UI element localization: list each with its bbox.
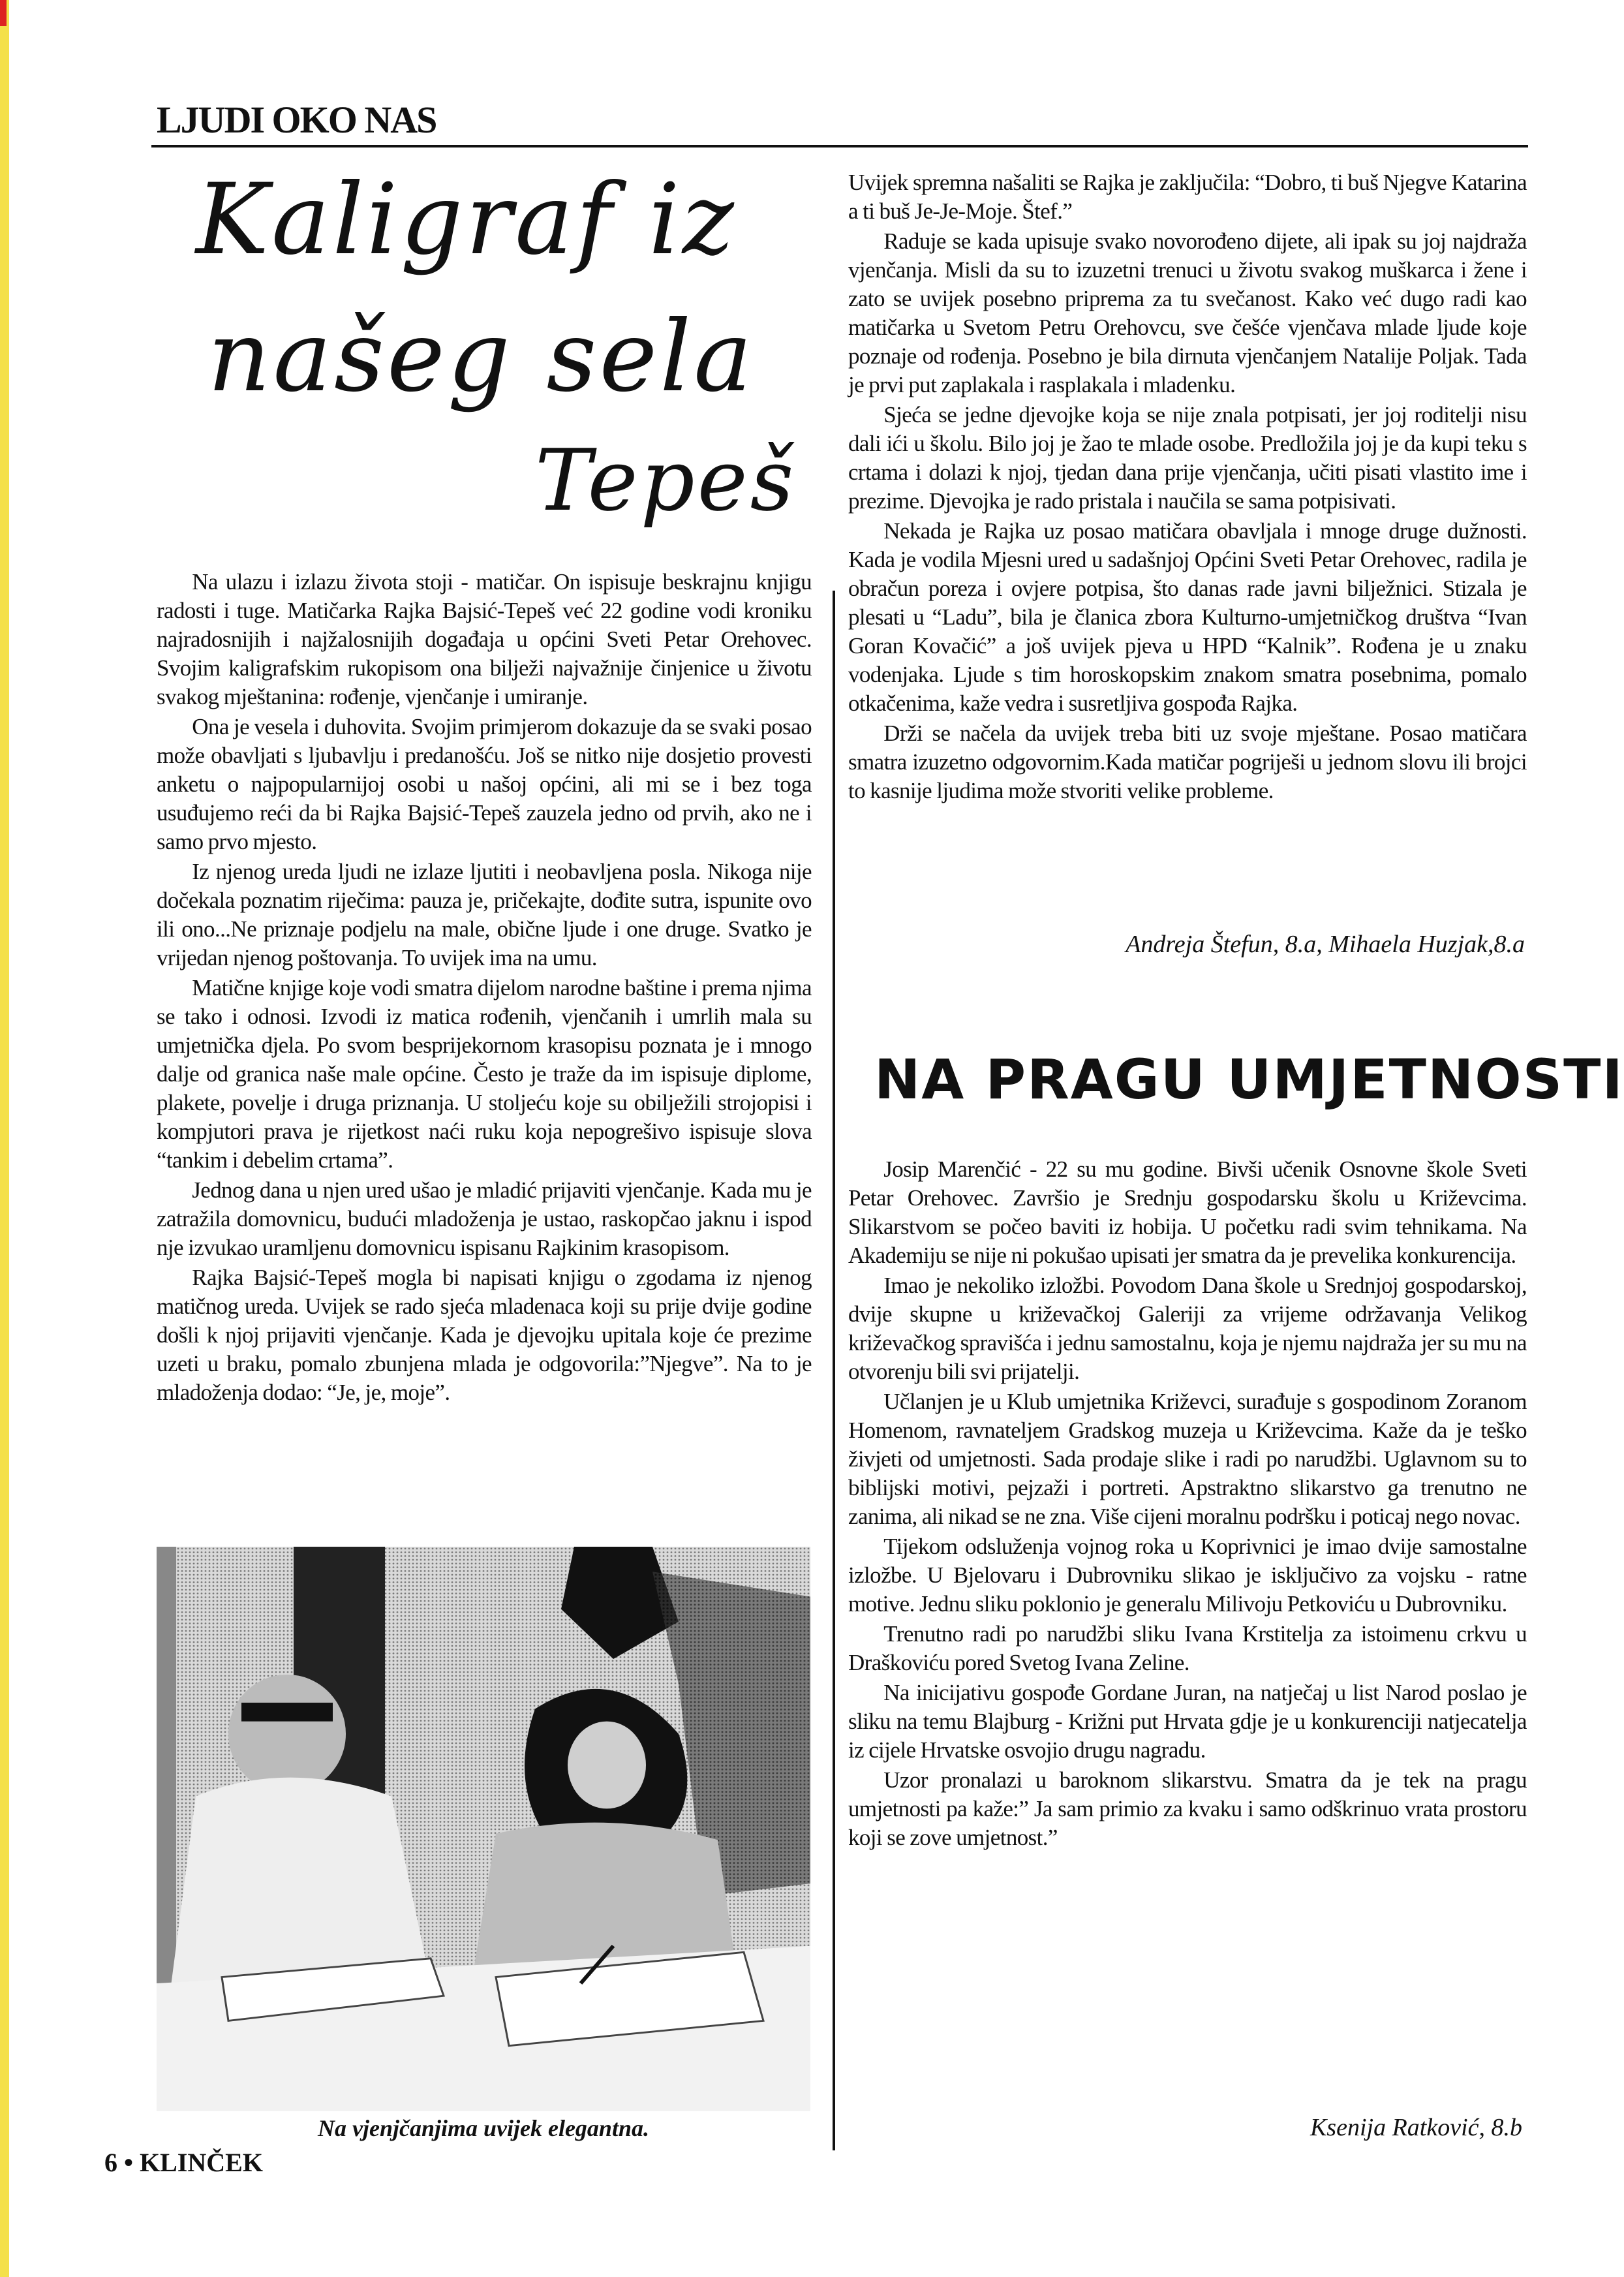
paragraph: Tijekom odsluženja vojnog roka u Koprivnici je imao dvije samostalne izložbe. U Bjelovaru i Dubrovniku slikao je isključivo za vojsku - ratne motive. Jednu sliku poklonio je generalu Milivoju Petkoviću u Dubrovniku. xyxy=(848,1534,1527,1617)
paragraph: Rajka Bajsić-Tepeš mogla bi napisati knjigu o zgodama iz njenog matičnog ureda. Uvijek se rado sjeća mladenaca koji su prije dvije godine došli k njoj prijaviti vjenčanje. Kada je djevojku upitala koje će prezime uzeti u braku, pomalo zbunjena mlada je odgovorila:”Njegve”. Na to je mladoženja dodao: “Je, je, moje”. xyxy=(157,1265,812,1405)
paragraph: Iz njenog ureda ljudi ne izlaze ljutiti i neobavljena posla. Nikoga nije dočekala poznatim riječima: pauza je, pričekajte, dođite sutra, ispunite ovo ili ono...Ne priznaje podjelu na male, obične ljude i one druge. Svatko je vrijedan njenog poštovanja. To uvijek ima na umu. xyxy=(157,859,812,970)
paragraph: Nekada je Rajka uz posao matičara obavljala i mnoge druge dužnosti. Kada je vodila Mjesni ured u sadašnjoj Općini Sveti Petar Orehovec, radila je obračun poreza i ovjere potpisa, što danas rade javni bilježnici. Stizala je plesati u “Ladu”, bila je članica zbora Kulturno-umjetničkog društva “Ivan Goran Kovačić” a još uvijek pjeva u HPD “Kalnik”. Rođena je u znaku vodenjaka. Ljude s tim horoskopskim znakom smatra posebnima, pomalo otkačenima, kaže vedra i susretljiva gospođa Rajka. xyxy=(848,518,1527,716)
paragraph: Trenutno radi po narudžbi sliku Ivana Krstitelja za istoimenu crkvu u Draškoviću pored Svetog Ivana Zeline. xyxy=(848,1621,1527,1675)
section-rule xyxy=(151,145,1528,147)
paragraph: Drži se načela da uvijek treba biti uz svoje mještane. Posao matičara smatra izuzetno odgovornim.Kada matičar pogriješi u jednom slovu ili brojci to kasnije ljudima može stvoriti velike probleme. xyxy=(848,720,1527,803)
article2-column xyxy=(848,1155,1527,1852)
page-footer xyxy=(104,2147,263,2178)
paragraph: Na ulazu i izlazu života stoji - matičar. On ispisuje beskrajnu knjigu radosti i tuge. Matičarka Rajka Bajsić-Tepeš već 22 godine vodi kroniku najradosnijih i najžalosnijih događaja u općini Sveti Petar Orehovec. Svojim kaligrafskim rukopisom ona bilježi najvažnije činjenice u životu svakog mještanina: rođenje, vjenčanje i umiranje. xyxy=(157,569,812,709)
paragraph: Imao je nekoliko izložbi. Povodom Dana škole u Srednjoj gospodarskoj, dvije skupne u križevačkoj Galeriji za vrijeme održavanja Velikog križevačkog spravišća i jednu samostalnu, koja je njemu najdraža jer su mu na otvorenju bili svi prijatelji. xyxy=(848,1273,1527,1384)
paragraph: Ona je vesela i duhovita. Svojim primjerom dokazuje da se svaki posao može obavljati s ljubavlju i predanošću. Još se nitko nije dosjetio provesti anketu o najpopularnijoj osobi u našoj općini, ali mi se i bez toga usuđujemo reći da bi Rajka Bajsić-Tepeš zauzela jedno od prvih, ako ne i samo prvo mjesto. xyxy=(157,714,812,854)
page-edge-stripe xyxy=(0,0,9,2277)
paragraph: Sjeća se jedne djevojke koja se nije znala potpisati, jer joj roditelji nisu dali ići u školu. Bilo joj je žao te mlade osobe. Predložila joj je da kupi teku s crtama i dolazi k njoj, tjedan dana prije vjenčanja, učiti pisati vlastito ime i prezime. Djevojka je rado pristala i naučila se sama potpisivati. xyxy=(848,402,1527,514)
calligraphic-signature: Tepeš xyxy=(535,431,797,530)
article2-headline: NA PRAGU UMJETNOSTI xyxy=(874,1047,1624,1111)
footer-separator: • xyxy=(124,2148,134,2177)
woman-face xyxy=(568,1722,646,1809)
paragraph: Uvijek spremna našaliti se Rajka je zaključila: “Dobro, ti buš Njegve Katarina a ti buš Je-Je-Moje. Štef.” xyxy=(848,170,1527,224)
calligraphic-title-line-2: našeg sela xyxy=(207,300,755,414)
article2-byline: Ksenija Ratković, 8.b xyxy=(1310,2114,1522,2141)
paragraph: Matične knjige koje vodi smatra dijelom narodne baštine i prema njima se tako i odnosi. Izvodi iz matica rođenih, vjenčanih i umrlih mala su umjetnička djela. Po svom besprijekornom krasopisu poznata je i mnogo dalje od granica naše male općine. Često je traže da im ispisuje diplome, plakete, povelje i druga priznanja. U stoljeću koje su obilježili strojopisi i kompjutori prava je rijetkost naći ruku koja nepogrešivo ispisuje slova “tankim i debelim crtama”. xyxy=(157,975,812,1173)
page-number: 6 xyxy=(104,2148,117,2177)
page-edge-red-mark xyxy=(0,0,7,26)
article1-right-column xyxy=(848,168,1527,805)
paragraph: Na inicijativu gospođe Gordane Juran, na natječaj u list Narod poslao je sliku na temu Blajburg - Križni put Hrvata gdje je u konkurenciji natjecatelja iz cijele Hrvatske osvojio drugu nagradu. xyxy=(848,1680,1527,1763)
photo-registrar-at-wedding xyxy=(157,1547,810,2111)
man-head xyxy=(228,1675,346,1793)
paragraph: Jednog dana u njen ured ušao je mladić prijaviti vjenčanje. Kada mu je zatražila domovnicu, budući mladoženja je ustao, raskopčao jaknu i ispod nje izvukao uramljenu domovnicu ispisanu Rajkinim krasopisom. xyxy=(157,1177,812,1260)
article1-left-column xyxy=(157,568,812,1407)
paragraph: Učlanjen je u Klub umjetnika Križevci, surađuje s gospodinom Zoranom Homenom, ravnateljem Gradskog muzeja u Križevcima. Kaže da je teško živjeti od umjetnosti. Sada prodaje slike i radi po narudžbi. Uglavnom su to biblijski motivi, pejzaži i portreti. Apstraktno slikarstvo ga trenutno ne zanima, ali nikad se ne zna. Više cijeni moralnu podršku i poticaj nego novac. xyxy=(848,1389,1527,1529)
article1-byline: Andreja Štefun, 8.a, Mihaela Huzjak,8.a xyxy=(1126,931,1525,958)
section-title: LJUDI OKO NAS xyxy=(157,99,437,141)
photo-illustration xyxy=(157,1547,810,2111)
calligraphic-title-line-1: Kaligraf iz xyxy=(196,163,737,277)
paragraph: Josip Marenčić - 22 su mu godine. Bivši učenik Osnovne škole Sveti Petar Orehovec. Završio je Srednju gospodarsku školu u Križevcima. Slikarstvom se počeo baviti iz hobija. U početku radi svim tehnikama. Na Akademiju se nije ni pokušao upisati jer smatra da je prevelika konkurencija. xyxy=(848,1156,1527,1268)
magazine-name: KLINČEK xyxy=(140,2148,263,2177)
photo-caption: Na vjenjčanjima uvijek elegantna. xyxy=(318,2115,649,2141)
column-divider xyxy=(833,591,835,2150)
paragraph: Raduje se kada upisuje svako novorođeno dijete, ali ipak su joj najdraža vjenčanja. Misli da su to izuzetni trenuci u životu svakog muškarca i žene i zato se uvijek posebno priprema za tu svečanost. Kako već dugo radi kao matičarka u Svetom Petru Orehovcu, sve češće vjenčava mlade ljude koje poznaje od rođenja. Posebno je bila dirnuta vjenčanjem Natalije Poljak. Tada je prvi put zaplakala i rasplakala i mladenku. xyxy=(848,228,1527,397)
paragraph: Uzor pronalazi u baroknom slikarstvu. Smatra da je tek na pragu umjetnosti pa kaže:” Ja sam primio za kvaku i samo odškrinuo vrata prostoru koji se zove umjetnost.” xyxy=(848,1767,1527,1850)
